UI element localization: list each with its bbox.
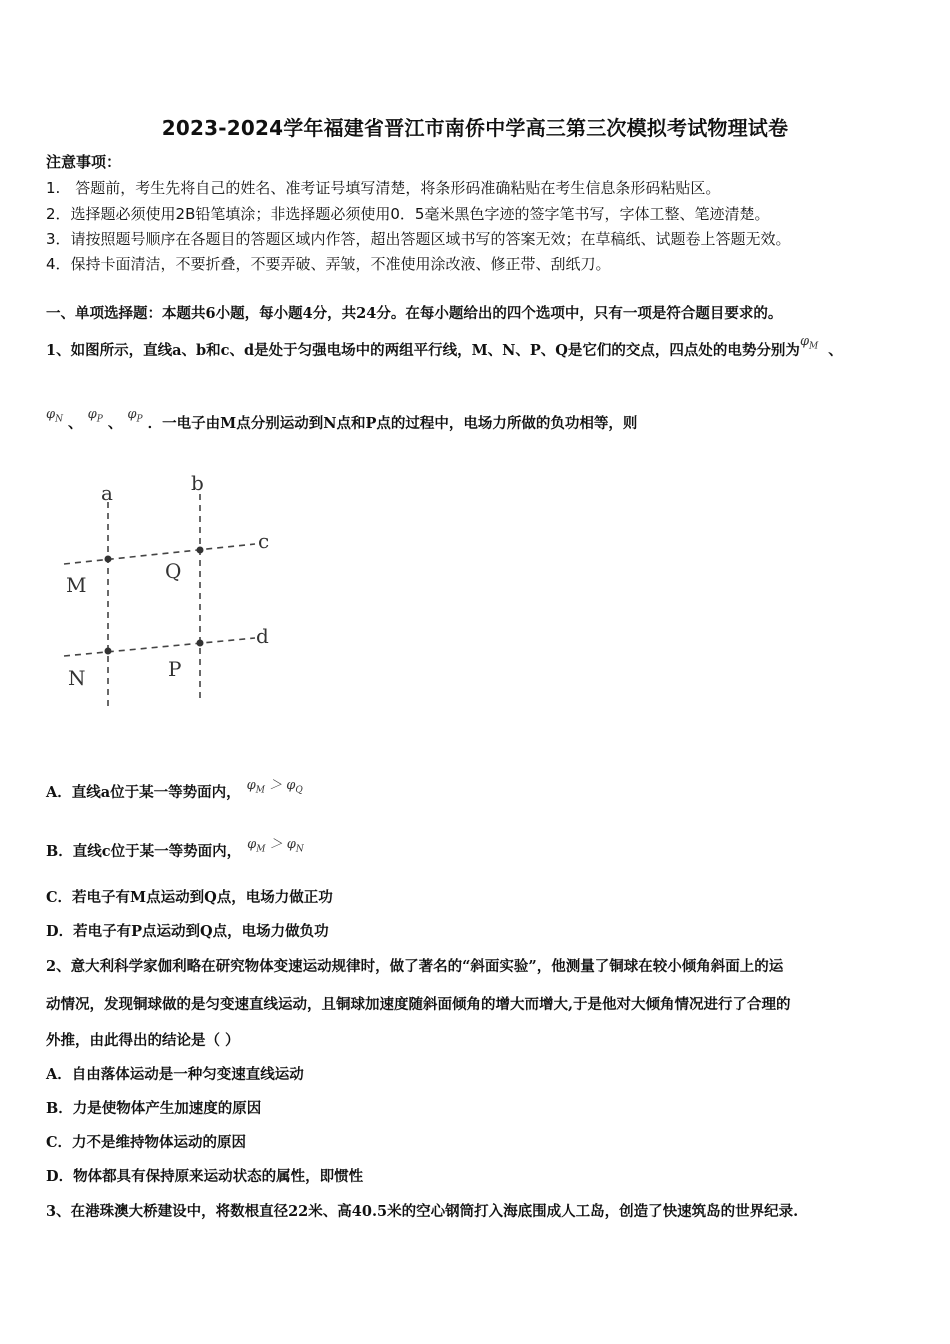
q1-stem-text2: ．一电子由M点分别运动到N点和P点的过程中，电场力所做的负功相等，则	[147, 415, 638, 432]
note-item: 1. 答题前，考生先将自己的姓名、准考证号填写清楚，将条形码准确粘贴在考生信息条形码粘贴区。	[46, 179, 721, 197]
point-P	[197, 640, 204, 647]
q2-option-b[interactable]: B．力是使物体产生加速度的原因	[46, 1100, 262, 1117]
q1-option-a[interactable]	[46, 778, 303, 804]
label-Q: Q	[165, 559, 182, 583]
notes-heading: 注意事项：	[46, 153, 122, 171]
q1-stem-tail: 、	[828, 342, 843, 359]
separator: 、	[68, 415, 83, 432]
q2-stem-line: 动情况，发现铜球做的是匀变速直线运动，且铜球加速度随斜面倾角的增大而增大,于是他对大倾角情况进行了合理的	[46, 996, 791, 1013]
q3-stem-line: 3、在港珠澳大桥建设中，将数根直径22米、高40.5米的空心钢筒打入海底围成人工岛，创造了快速筑岛的世界纪录.	[46, 1203, 799, 1220]
q2-option-c[interactable]: C．力不是维持物体运动的原因	[46, 1134, 247, 1151]
q1-stem-line2	[46, 407, 638, 435]
q2-stem-line: 外推，由此得出的结论是（ ）	[46, 1032, 240, 1049]
q1-option-b[interactable]	[46, 837, 304, 863]
point-Q	[197, 547, 204, 554]
q2-option-a[interactable]: A．自由落体运动是一种匀变速直线运动	[46, 1066, 304, 1083]
field-lines-diagram	[50, 460, 290, 720]
option-text: B．直线c位于某一等势面内，	[46, 843, 242, 860]
q1-stem-line1	[46, 334, 843, 362]
phi-M-symbol: $\varphi_M$	[799, 334, 819, 352]
label-b: b	[191, 471, 204, 495]
label-P: P	[168, 657, 182, 681]
phi-P-symbol: $\varphi_P$	[87, 407, 103, 425]
point-M	[105, 556, 112, 563]
q1-option-c[interactable]: C．若电子有M点运动到Q点，电场力做正功	[46, 889, 333, 906]
point-N	[105, 648, 112, 655]
line-d	[64, 638, 255, 656]
phi-N-symbol: $\varphi_N$	[46, 407, 63, 425]
q2-stem-line: 2、意大利科学家伽利略在研究物体变速运动规律时，做了著名的“斜面实验”，他测量了铜球在较小倾角斜面上的运	[46, 958, 784, 975]
note-item: 4．保持卡面清洁，不要折叠，不要弄破、弄皱，不准使用涂改液、修正带、刮纸刀。	[46, 255, 611, 273]
phi-comparison: $\varphi_M > \varphi_N$	[247, 837, 304, 855]
label-M: M	[66, 573, 87, 597]
label-d: d	[256, 624, 269, 648]
label-N: N	[68, 666, 86, 690]
separator: 、	[107, 415, 123, 432]
phi-P-symbol: $\varphi_P$	[127, 407, 143, 425]
phi-comparison: $\varphi_M > \varphi_Q$	[246, 778, 303, 796]
q2-option-d[interactable]: D．物体都具有保持原来运动状态的属性，即惯性	[46, 1168, 364, 1185]
label-c: c	[258, 529, 270, 553]
note-item: 3．请按照题号顺序在各题目的答题区域内作答，超出答题区域书写的答案无效；在草稿纸、试题卷上答题无效。	[46, 230, 791, 248]
q1-stem-text: 1、如图所示，直线a、b和c、d是处于匀强电场中的两组平行线，M、N、P、Q是它们的交点，四点处的电势分别为	[46, 342, 800, 359]
option-text: A．直线a位于某一等势面内，	[46, 784, 241, 801]
section-header: 一、单项选择题：本题共6小题，每小题4分，共24分。在每小题给出的四个选项中，只有一项是符合题目要求的。	[46, 305, 783, 322]
page-title: 2023-2024学年福建省晋江市南侨中学高三第三次模拟考试物理试卷	[161, 116, 789, 140]
q1-option-d[interactable]: D．若电子有P点运动到Q点，电场力做负功	[46, 923, 329, 940]
label-a: a	[101, 481, 113, 505]
note-item: 2．选择题必须使用2B铅笔填涂；非选择题必须使用0．5毫米黑色字迹的签字笔书写，字体工整、笔迹清楚。	[46, 205, 770, 223]
line-c	[64, 544, 255, 564]
